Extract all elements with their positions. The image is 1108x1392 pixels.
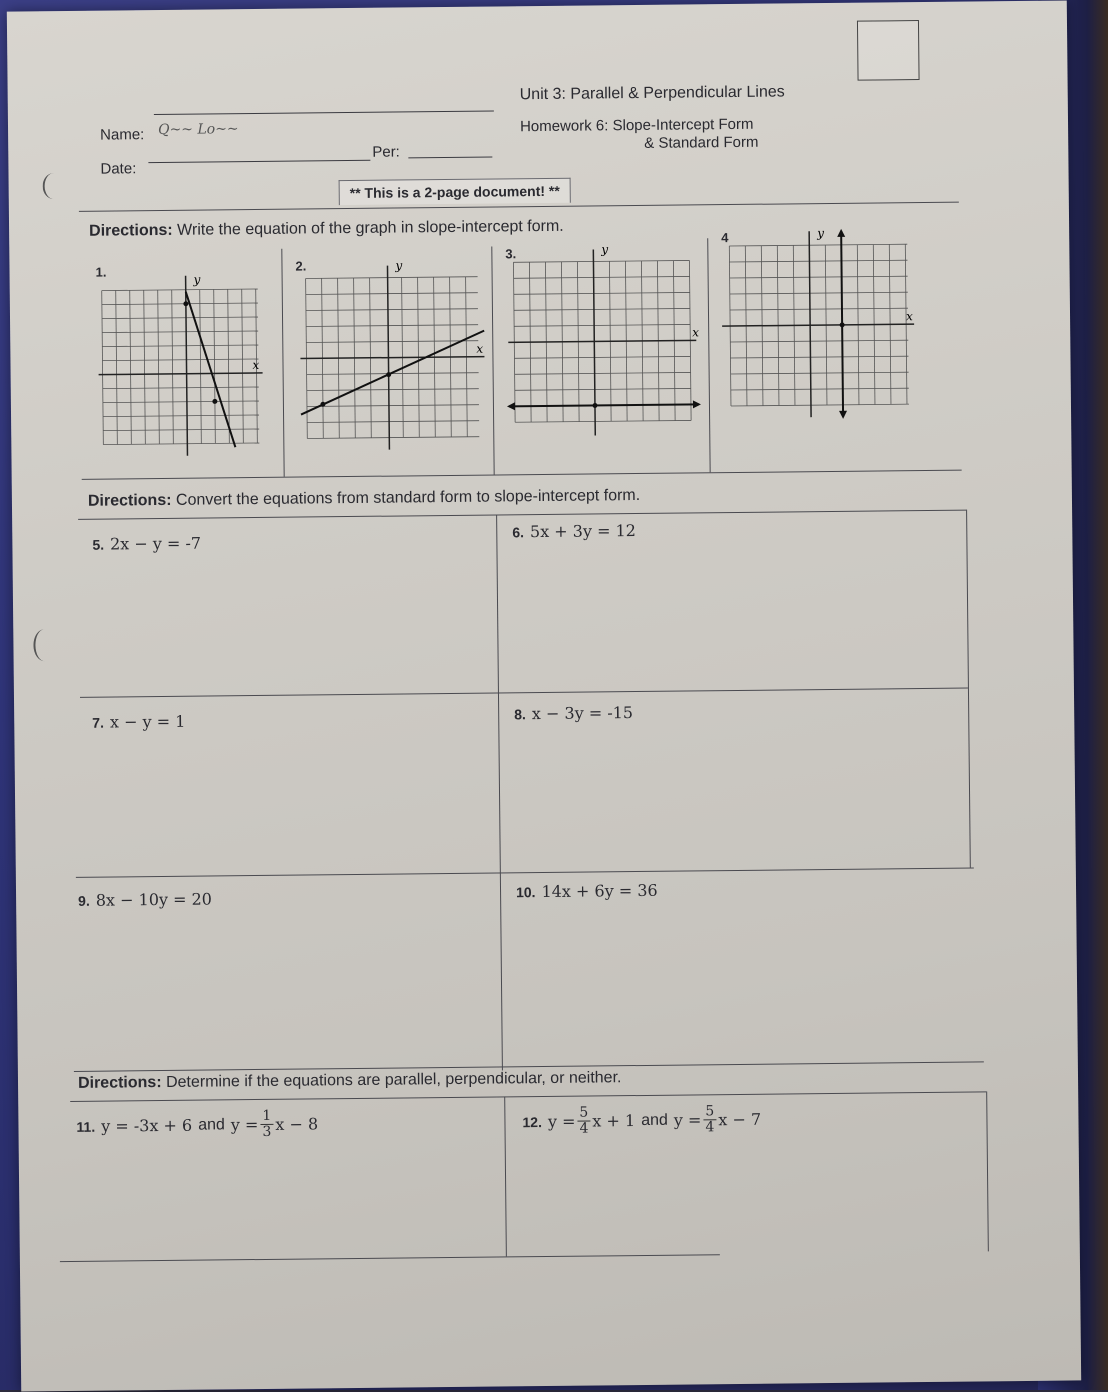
- problem-6-equation: 5x + 3y = 12: [529, 521, 636, 542]
- problem-5: [92, 534, 201, 554]
- problem-11-equation-b-prefix: y =: [230, 1115, 259, 1135]
- problem-5-number: 5.: [92, 536, 105, 553]
- graph-4-x-label: x: [905, 309, 913, 324]
- problem-12-equation-b-prefix: y =: [673, 1110, 702, 1130]
- problem-12-equation-a-suffix: x + 1: [592, 1111, 636, 1131]
- problem-7: [92, 712, 185, 732]
- graph-1: [94, 269, 268, 467]
- graph-divider-2: [491, 247, 494, 475]
- section3-right-border: [986, 1091, 989, 1251]
- problem-8-equation: x − 3y = -15: [531, 703, 634, 724]
- graph-2-number: 2.: [295, 258, 307, 274]
- problem-7-equation: x − y = 1: [109, 711, 186, 732]
- problem-5-equation: 2x − y = -7: [109, 533, 202, 554]
- problem-11-number: 11.: [76, 1118, 96, 1135]
- section3-directions: [78, 1069, 622, 1093]
- section3-directions-label: Directions:: [77, 1074, 162, 1092]
- section2-directions-label: Directions:: [87, 491, 172, 510]
- graph-1-grid: [102, 289, 260, 445]
- problem-12-equation-b-suffix: x − 7: [718, 1109, 762, 1130]
- problem-11-equation-b-suffix: x − 8: [275, 1114, 319, 1134]
- graph-1-x-axis: [99, 373, 263, 375]
- homework-subtitle: & Standard Form: [644, 133, 759, 152]
- problem-9: [78, 889, 212, 909]
- problem-7-number: 7.: [92, 714, 105, 731]
- graph-2-y-label: y: [395, 258, 403, 273]
- name-line[interactable]: [154, 110, 494, 115]
- problem-12: [522, 1104, 761, 1137]
- period-label: Per:: [372, 143, 400, 161]
- problem-11: [76, 1108, 318, 1142]
- problem-11-and: and: [198, 1115, 225, 1134]
- two-page-notice: ** This is a 2-page document! **: [339, 178, 571, 205]
- graph-3-y-label: y: [601, 242, 609, 257]
- graph-1-x-label: x: [252, 357, 260, 373]
- graph-3-point: [592, 403, 597, 408]
- problem-11-equation-a: y = -3x + 6: [101, 1115, 193, 1136]
- name-value: Q~~ Lo~~: [157, 121, 239, 139]
- problem-12-number: 12.: [522, 1113, 543, 1130]
- problem-12-fraction-b: [703, 1104, 716, 1135]
- section3-bottom-border: [60, 1254, 720, 1262]
- graph-3-arrow-left: [507, 402, 515, 410]
- problem-11-numerator: 1: [260, 1109, 273, 1125]
- problem-11-fraction: [260, 1109, 273, 1140]
- graph-4: [717, 224, 919, 422]
- graph-divider-3: [707, 238, 710, 472]
- problem-12-denominator-a: 4: [579, 1120, 589, 1137]
- homework-title: Homework 6: Slope-Intercept Form: [519, 115, 754, 136]
- graph-divider-1: [281, 249, 284, 477]
- section2-center-divider: [496, 514, 503, 1070]
- name-label: Name:: [100, 126, 145, 144]
- period-line[interactable]: [408, 157, 492, 159]
- graph-4-point: [840, 322, 845, 327]
- date-line[interactable]: [148, 160, 370, 163]
- graph-3-x-axis: [508, 340, 696, 342]
- problem-6-number: 6.: [512, 524, 525, 541]
- section2-directions-text: Convert the equations from standard form to slope-intercept form.: [175, 486, 641, 509]
- problem-9-equation: 8x − 10y = 20: [95, 889, 213, 910]
- section2-top-border: [78, 510, 966, 520]
- unit-title: Unit 3: Parallel & Perpendicular Lines: [519, 83, 785, 104]
- problem-10-number: 10.: [515, 884, 536, 901]
- section1-directions: [89, 218, 564, 241]
- problem-12-numerator-b: 5: [703, 1104, 716, 1120]
- problem-8-number: 8.: [514, 706, 526, 723]
- graph-3-arrow-right: [693, 400, 701, 408]
- section3-directions-text: Determine if the equations are parallel, perpendicular, or neither.: [165, 1069, 622, 1091]
- section2-directions: [88, 487, 640, 511]
- problem-11-denominator: 3: [262, 1123, 272, 1140]
- problem-12-fraction-a: [577, 1106, 590, 1137]
- section2-row1-border: [80, 688, 968, 698]
- graph-1-y-label: y: [193, 272, 201, 287]
- graph-1-point-b: [212, 399, 217, 404]
- section1-bottom-border: [82, 470, 962, 480]
- worksheet-page: [7, 0, 1081, 1391]
- binder-hole-top: [42, 173, 64, 199]
- section3-center-divider: [504, 1096, 507, 1256]
- problem-12-and: and: [641, 1111, 668, 1129]
- problem-8: [514, 703, 633, 723]
- problem-12-denominator-b: 4: [705, 1119, 715, 1136]
- section1-directions-text: Write the equation of the graph in slope-intercept form.: [177, 217, 564, 239]
- section1-directions-label: Directions:: [89, 221, 173, 240]
- problem-9-number: 9.: [78, 892, 90, 909]
- problem-10-equation: 14x + 6y = 36: [541, 880, 658, 902]
- graph-3-number: 3.: [505, 246, 517, 262]
- graph-4-number: 4: [721, 230, 729, 246]
- graph-2-x-axis: [300, 357, 484, 359]
- score-box: [857, 20, 920, 81]
- graph-3-x-label: x: [692, 325, 700, 340]
- problem-12-numerator-a: 5: [577, 1106, 590, 1122]
- graph-4-x-axis: [722, 324, 914, 326]
- section2-row2-border: [76, 868, 974, 878]
- binder-hole-middle: [33, 629, 55, 661]
- graph-2-x-label: x: [476, 341, 484, 356]
- problem-10: [516, 881, 658, 901]
- graph-1-number: 1.: [95, 264, 107, 280]
- problem-6: [512, 521, 636, 541]
- graph-4-arrow-down: [839, 411, 847, 419]
- graph-1-point-a: [183, 301, 188, 306]
- graph-3: [501, 240, 703, 442]
- graph-4-y-label: y: [817, 226, 825, 241]
- graph-2: [291, 255, 489, 457]
- graph-3-line: [509, 404, 699, 406]
- section3-header-border: [70, 1091, 986, 1102]
- problem-12-equation-a-prefix: y =: [547, 1111, 576, 1131]
- graph-4-arrow-up: [837, 229, 845, 237]
- date-label: Date:: [100, 160, 137, 178]
